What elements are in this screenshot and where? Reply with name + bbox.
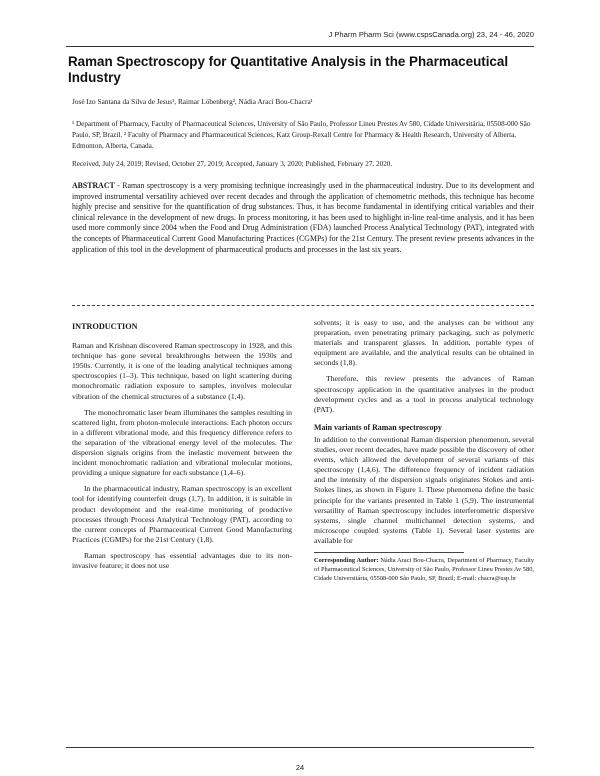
page-number: 24 [295,763,305,772]
subsection-heading: Main variants of Raman spectroscopy [314,422,442,432]
section-heading-introduction: INTRODUCTION [72,322,138,331]
corresponding-author-label: Corresponding Author: [314,556,379,564]
corresponding-author [314,557,534,584]
intro-paragraph: solvents; it is easy to use, and the analyses can be without any preparation, even penetrating primary packaging, such as polymeric materials and transparent glasses. In addition, portable types of equipment are available, and the analytical results can be obtained in seconds (1,8). [314,318,534,368]
paper-title: Raman Spectroscopy for Quantitative Analysis in the Pharmaceutical Industry [68,54,509,85]
abstract-text: - Raman spectroscopy is a very promising technique increasingly used in the pharmaceutical industry. Due to its development and improved instrumental versatility achieved over recent decades and through the application of chemometric methods, this technique has become highly precise and sensitive for the quantification of drug substances. Thus, it has become fundamental in identifying critical variables and their clinical relevance in the development of new drugs. In process monitoring, it has been used to highlight in-line real-time analysis, and it has been used more commonly since 2004 when the Food and Drug Administration (FDA) launched Process Analytical Technology (PAT), integrated with the concepts of Pharmaceutical Current Good Manufacturing Practices (CGMPs) for the 21st Century. The present review presents advances in the application of this tool in the development of pharmaceutical products and processes in the last six years. [72,181,534,254]
footer-rule [66,747,534,748]
corresponding-author-text: Nádia Araci Bou-Chacra, Department of Pharmacy, Faculty of Pharmaceutical Sciences, University of São Paulo, Professor Lineu Prestes Av 580, Cidade Universitária, 05508-000 São Paulo, SP, Brazil; E-mail: chacra@usp.br [314,556,534,582]
journal-header: J Pharm Pharm Sci (www.cspsCanada.org) 23, 24 - 46, 2020 [328,30,534,39]
header-rule [66,46,534,47]
section-divider [72,305,534,306]
affiliations: ¹ Department of Pharmacy, Faculty of Pharmaceutical Sciences, University of São Paulo, Professor Lineu Prestes Av 580, Cidade Universitária, 05508-000 São Paulo, SP, Brazil. ² Faculty of Pharmacy and Pharmaceutical Sciences, Katz Group-Rexall Centre for Pharmacy & Health Research, University of Alberta, Edmonton, Alberta, Canada. [72,120,531,150]
footnote-rule [314,552,464,553]
abstract-label: ABSTRACT [72,181,115,190]
intro-paragraph: Raman spectroscopy has essential advantages due to its non-invasive feature; it does not use [72,550,292,570]
left-column [72,318,292,577]
intro-paragraph: Therefore, this review presents the advances of Raman spectroscopy application in the quantitative analyses in the product development cycles and as a tool in process analytical technology (PAT). [314,374,534,414]
right-column [314,318,534,584]
intro-paragraph: Raman and Krishnan discovered Raman spectroscopy in 1928, and this technique has gone several breakthroughs between the 1930s and 1950s. Currently, it is one of the leading analytical techniques among spectroscopies (1–3). This technique, based on light scattering during monochromatic radiation exposure to samples, involves molecular vibration of the chemical structures of a substance (1,4). [72,341,292,401]
abstract [72,181,534,255]
intro-paragraph: The monochromatic laser beam illuminates the samples resulting in scattered light, from photon-molecule interactions. Each photon occurs in a different vibrational mode, and this frequency difference refers to the separation of the vibrational energy level of the molecules. The dispersion signals origins from the inelastic movement between the incident monochromatic radiation and vibrational molecular motions, providing a unique signature for each substance (1,4–6). [72,407,292,478]
variants-paragraph: In addition to the conventional Raman dispersion phenomenon, several studies, over recent decades, have made possible the discovery of other events, which allowed the development of several variants of this spectroscopy (1,4,6). The difference frequency of incident radiation and the intensity of the dispersion signals originates Stokes and anti-Stokes lines, as shown in Figure 1. These phenomena define the basic principle for the variants presented in Table 1 (5,9). The instrumental versatility of Raman spectroscopy includes interferometric dispersive systems, single channel multichannel detection systems, and microscope coupled systems (Table 1). Several laser systems are available for [314,434,534,545]
authors: José Izo Santana da Silva de Jesus¹, Raimar Löbenberg², Nádia Araci Bou-Chacra¹ [72,97,313,106]
intro-paragraph: In the pharmaceutical industry, Raman spectroscopy is an excellent tool for identifying counterfeit drugs (1,7). In addition, it is suitable in product development and the real-time monitoring of productive processes through Process Analytical Technology (PAT), according to the current concepts of Pharmaceutical Current Good Manufacturing Practices (CGMPs) for the 21st Century (1,8). [72,484,292,544]
publication-dates: Received, July 24, 2019; Revised, October 27, 2019; Accepted, January 3, 2020; Published, February 27, 2020. [72,160,393,168]
